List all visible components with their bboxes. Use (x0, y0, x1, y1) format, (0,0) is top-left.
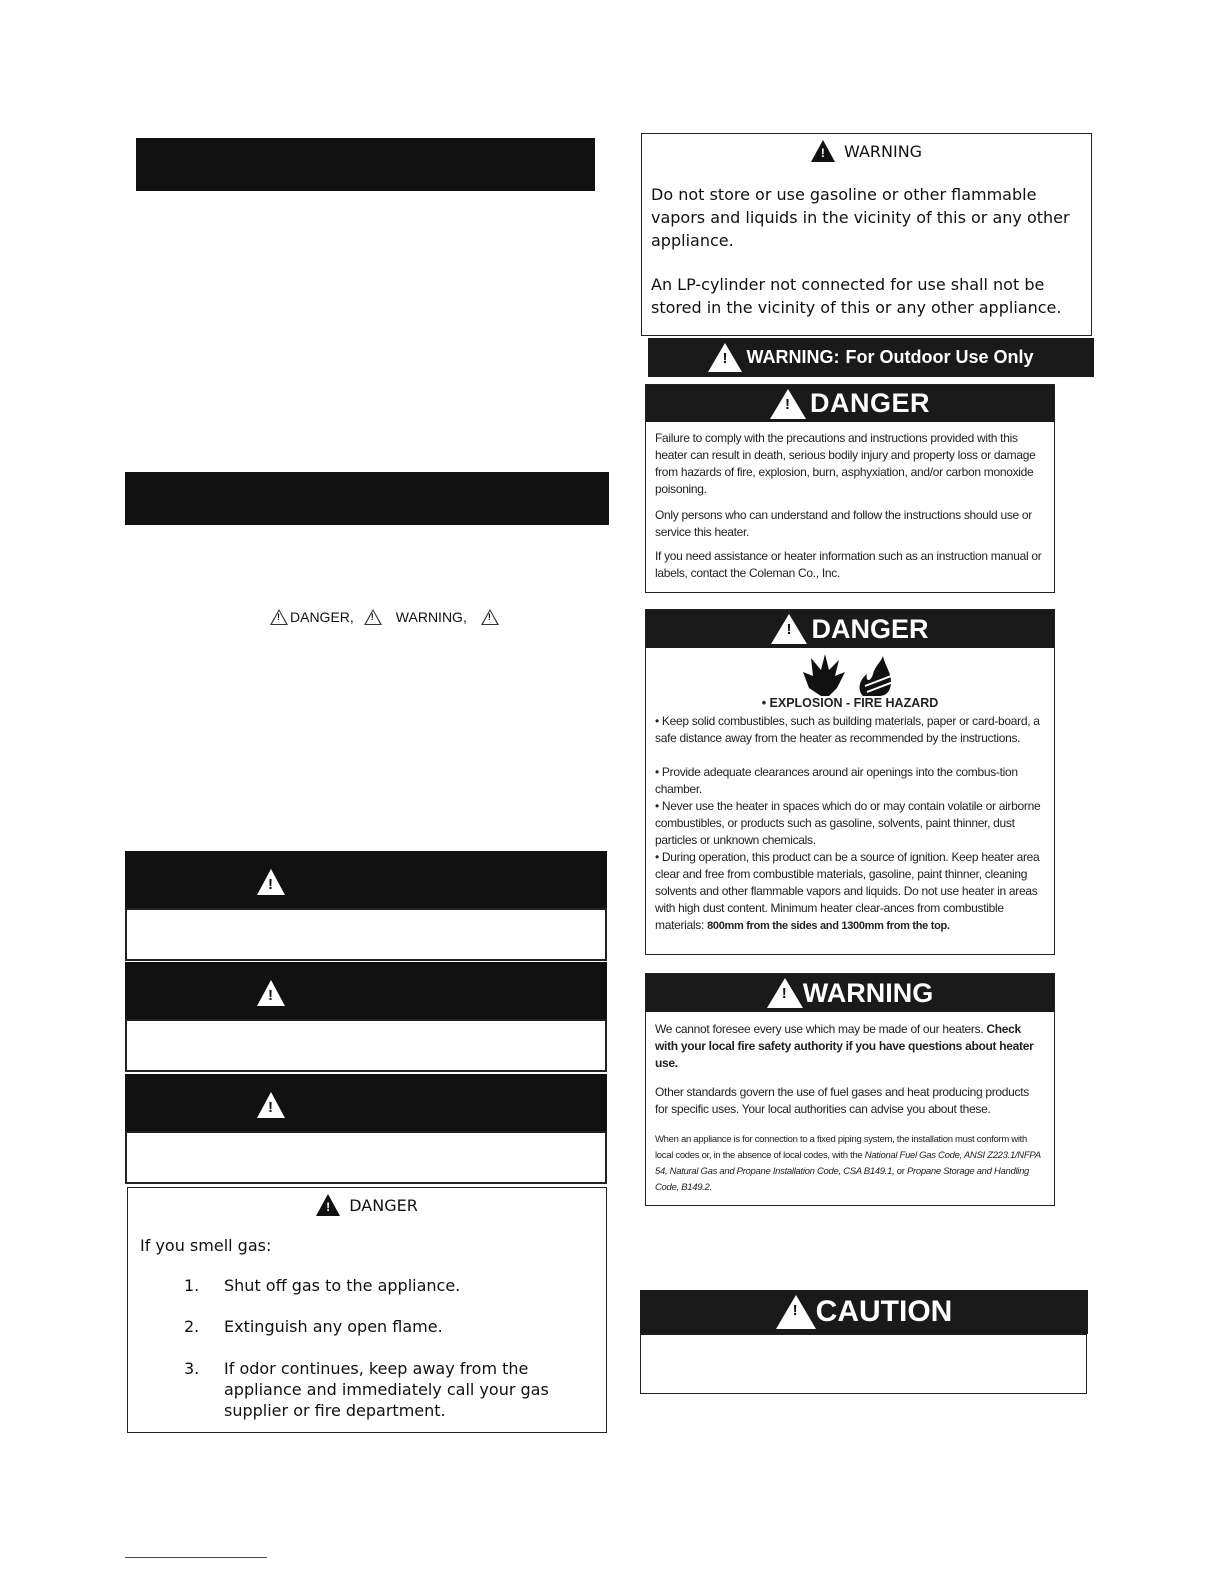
gas-danger-title-row (128, 1194, 606, 1216)
danger-box-general-header (646, 385, 1054, 422)
gas-step-number: 2. (184, 1317, 200, 1336)
usage-warning-or: or (896, 1166, 905, 1177)
gas-step-number: 1. (184, 1276, 200, 1295)
signal-word-legend (270, 606, 530, 628)
explosion-bullet-4-text: • During operation, this product can be a source of ignition. Keep heater area clear and free from combustible materials, gasoline, paint thinner, cleaning solvents and other flammable vapors and liquids. Do not use heater in areas with high dust content. Minimum heater clear-ances from combustible materials: (655, 850, 1040, 932)
warning-triangle-icon (364, 609, 382, 625)
signal-panel-3-header (125, 1074, 607, 1131)
danger-general-para-1: Failure to comply with the precautions and instructions provided with this heater can result in death, serious bodily injury and property loss or damage from hazards of fire, explosion, burn, asphyxiation, and/or carbon monoxide poisoning. (655, 431, 1036, 496)
warning-triangle-icon (708, 343, 742, 372)
warning-triangle-icon (767, 978, 803, 1008)
warning-title: WARNING (802, 977, 934, 1008)
warning-triangle-icon (776, 1295, 816, 1329)
storage-warning-para-1: Do not store or use gasoline or other flammable vapors and liquids in the vicinity of this or any other appliance. (651, 185, 1070, 250)
usage-warning-code-2: Propane Storage and Handling Code, B149.2. (655, 1166, 1030, 1193)
signal-panel-1-body (125, 908, 607, 961)
warning-box-usage-header (646, 974, 1054, 1012)
explosion-bullet-2: • Provide adequate clearances around air openings into the combus-tion chamber. (655, 765, 1018, 796)
warning-triangle-icon (481, 609, 499, 625)
gas-step-2 (184, 1317, 584, 1336)
fire-icon (860, 656, 893, 696)
danger-general-para-3: If you need assistance or heater information such as an instruction manual or labels, contact the Coleman Co., Inc. (655, 549, 1042, 580)
usage-warning-code-1: National Fuel Gas Code, ANSI Z223.1/NFPA 54, Natural Gas and Propane Installation Code, CSA B149.1, (655, 1150, 1041, 1177)
section-header-bar-1 (136, 138, 595, 191)
storage-warning-box (641, 133, 1092, 336)
gas-step-number: 3. (184, 1359, 200, 1378)
warning-triangle-icon (257, 980, 285, 1006)
signal-panel-2-body (125, 1019, 607, 1072)
explosion-bullet-1: • Keep solid combustibles, such as building materials, paper or card-board, a safe distance away from the heater as recommended by the instructions. (655, 714, 1040, 745)
warning-triangle-icon (257, 869, 285, 895)
gas-step-3 (184, 1358, 584, 1421)
danger-title: DANGER (811, 613, 929, 644)
gas-step-text: Shut off gas to the appliance. (224, 1276, 461, 1295)
danger-box-general (645, 384, 1055, 593)
usage-warning-para-2: Other standards govern the use of fuel gases and heat producing products for specific uses. Your local authorities can advise you about these. (655, 1085, 1029, 1116)
explosion-fire-pictogram (801, 652, 901, 698)
warning-triangle-icon (316, 1194, 340, 1216)
caution-header (640, 1290, 1088, 1334)
warning-triangle-icon (771, 614, 807, 644)
legend-danger: DANGER, (290, 609, 354, 625)
danger-box-explosion (645, 609, 1055, 955)
warning-triangle-icon (270, 609, 288, 625)
usage-warning-para-1-text: We cannot foresee every use which may be made of our heaters. (655, 1022, 984, 1036)
caution-body (640, 1334, 1087, 1394)
gas-step-text: Extinguish any open flame. (224, 1317, 443, 1336)
signal-panel-1-header (125, 851, 607, 908)
storage-warning-title-row (642, 140, 1091, 162)
gas-step-1 (184, 1276, 584, 1295)
warning-triangle-icon (811, 140, 835, 162)
section-header-bar-2 (125, 472, 609, 525)
explosion-icon (803, 654, 845, 696)
legend-warning: WARNING, (395, 609, 467, 625)
footnote-rule (125, 1557, 267, 1558)
explosion-clearance-values: 800mm from the sides and 1300mm from the top. (707, 920, 950, 932)
usage-warning-para-3 (655, 1132, 1047, 1196)
gas-danger-intro: If you smell gas: (140, 1236, 272, 1255)
gas-step-text: If odor continues, keep away from the appliance and immediately call your gas supplier or fire department. (224, 1359, 549, 1420)
explosion-bullet-3: • Never use the heater in spaces which do or may contain volatile or airborne combustibles, or products such as gasoline, solvents, paint thinner, dust particles or unknown chemicals. (655, 799, 1041, 847)
explosion-hazard-label: • EXPLOSION - FIRE HAZARD (761, 696, 939, 710)
gas-danger-box (127, 1187, 607, 1433)
warning-triangle-icon (257, 1092, 285, 1118)
danger-general-para-2: Only persons who can understand and follow the instructions should use or service this heater. (655, 508, 1033, 539)
usage-warning-para-1 (655, 1021, 1045, 1072)
gas-danger-title: DANGER (349, 1195, 418, 1215)
outdoor-use-label-bold: WARNING: (746, 347, 840, 367)
warning-box-usage (645, 973, 1055, 1206)
signal-panel-2-header (125, 962, 607, 1019)
explosion-bullet-4 (655, 849, 1045, 935)
caution-title: CAUTION (815, 1295, 953, 1328)
usage-warning-para-1-bold: Check with your local fire safety authority if you have questions about heater use. (655, 1022, 1034, 1070)
storage-warning-para-2: An LP-cylinder not connected for use shall not be stored in the vicinity of this or any other appliance. (651, 275, 1062, 317)
outdoor-use-label: For Outdoor Use Only (845, 347, 1034, 367)
signal-panel-3-body (125, 1131, 607, 1184)
storage-warning-title: WARNING (844, 141, 923, 161)
outdoor-use-warning-bar (648, 338, 1094, 377)
danger-title: DANGER (809, 388, 930, 418)
warning-triangle-icon (770, 389, 806, 419)
danger-box-explosion-header (646, 610, 1054, 648)
usage-warning-para-3-text: When an appliance is for connection to a fixed piping system, the installation must conform with local codes or, in the absence of local codes, with the (655, 1134, 1027, 1161)
